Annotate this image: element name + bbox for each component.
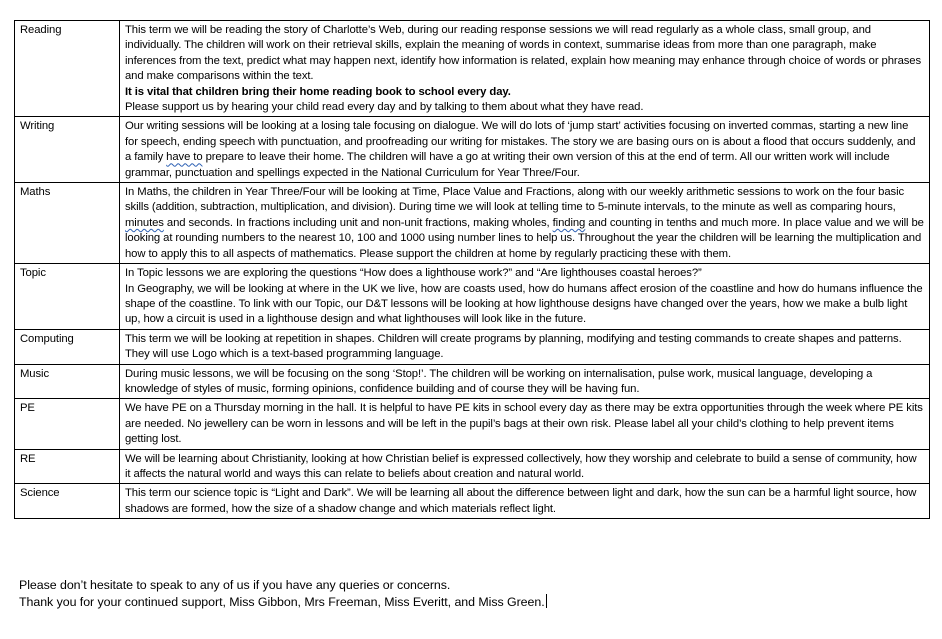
table-row-music: [15, 364, 930, 399]
closing-line-thanks: [19, 594, 547, 611]
table-row-reading: [15, 21, 930, 117]
re-paragraph: We will be learning about Christianity, looking at how Christian belief is expressed collectively, how they worship and celebrate to build a sense of community, how it affects the natural world and ways this can relate to beliefs about creation and natural world.: [125, 452, 917, 480]
content-cell-writing[interactable]: [120, 117, 930, 183]
subject-cell-reading[interactable]: Reading: [15, 21, 120, 117]
reading-paragraph: This term we will be reading the story of Charlotte’s Web, during our reading response sessions we will read regularly as a whole class, small group, and individually. The children will work on their retrieval skills, explain the meaning of words in context, summarise ideas from more than one paragraph, make inferences from the text, predict what may happen next, identify how information is related, explain how meaning may enhance through choice of words or phrases and make comparisons within the text.: [125, 24, 922, 83]
closing-signature-text: Thank you for your continued support, Miss Gibbon, Mrs Freeman, Miss Everitt, and Miss Green.: [19, 594, 545, 609]
maths-text-part-b: and seconds. In fractions including unit and non-unit fractions, making wholes,: [163, 216, 553, 229]
table-row-computing: [15, 329, 930, 364]
maths-text-part-c: and counting in tenths and much more. In place value and we will be looking at rounding numbers to the nearest 10, 100 and 1000 using number lines to help us. Throughout the year the children will be learning the multiplication and how to apply this to all aspects of mathematics. Please support the children at home by regularly practicing these with them.: [125, 216, 924, 260]
subject-cell-maths[interactable]: Maths: [15, 183, 120, 264]
spelling-flag[interactable]: have to: [166, 151, 203, 164]
closing-line-queries: Please don’t hesitate to speak to any of us if you have any queries or concerns.: [19, 578, 451, 592]
reading-bold-notice: It is vital that children bring their home reading book to school every day.: [125, 85, 511, 98]
text-cursor: [546, 594, 547, 608]
science-paragraph: This term our science topic is “Light and Dark”. We will be learning all about the difference between light and dark, how the sun can be a harmful light source, how shadows are formed, how the size of a shadow change and which materials reflect light.: [125, 487, 917, 515]
document-page: [14, 20, 930, 519]
content-cell-pe[interactable]: [120, 399, 930, 449]
subject-cell-pe[interactable]: PE: [15, 399, 120, 449]
table-row-pe: [15, 399, 930, 449]
table-row-maths: [15, 183, 930, 264]
subject-cell-writing[interactable]: Writing: [15, 117, 120, 183]
reading-support-line: Please support us by hearing your child read every day and by talking to them about what they have read.: [125, 101, 644, 114]
subject-cell-music[interactable]: Music: [15, 364, 120, 399]
spelling-flag[interactable]: minutes: [125, 216, 164, 229]
content-cell-music[interactable]: [120, 364, 930, 399]
subject-cell-science[interactable]: Science: [15, 484, 120, 519]
pe-paragraph: We have PE on a Thursday morning in the hall. It is helpful to have PE kits in school every day as there may be extra opportunities through the week where PE kits are needed. No jewellery can be worn in lessons and will be left in the pupil’s bags at their own risk. Please label all your child’s clothing to help prevent items getting lost.: [125, 402, 923, 446]
table-row-topic: [15, 264, 930, 330]
writing-text-part-a: Our writing sessions will be looking at a losing tale focusing on dialogue. We will do lots of ‘jump start’ activities focusing on inverted commas, starting a new line for speech, ending speech with punctuation, and proofreading our writing for mistakes. The story we are basing ours on is about a flood that occurs suddenly, and a family: [125, 120, 916, 164]
spelling-flag[interactable]: finding: [552, 216, 586, 229]
topic-questions: In Topic lessons we are exploring the questions “How does a lighthouse work?” and “Are lighthouses coastal heroes?”: [125, 267, 702, 280]
subject-cell-topic[interactable]: Topic: [15, 264, 120, 330]
music-paragraph: During music lessons, we will be focusing on the song ‘Stop!’. The children will be working on internalisation, pulse work, musical language, developing a knowledge of styles of music, forming opinions, confidence building and of course they will be having fun.: [125, 367, 873, 395]
subject-cell-re[interactable]: RE: [15, 449, 120, 484]
table-row-writing: [15, 117, 930, 183]
subject-cell-computing[interactable]: Computing: [15, 329, 120, 364]
topic-geography-paragraph: In Geography, we will be looking at where in the UK we live, how are coasts used, how do humans affect erosion of the coastline and how do humans influence the shape of the coastline. To link with our Topic, our D&T lessons will be looking at how lighthouse designs have changed over the years, how we make a bulb light up, how a circuit is used in a lighthouse design and what lighthouses will look like in the future.: [125, 282, 923, 326]
table-row-re: [15, 449, 930, 484]
maths-text-part-a: In Maths, the children in Year Three/Four will be looking at Time, Place Value and Fractions, along with our weekly arithmetic sessions to work on the four basic skills (addition, subtraction, multiplication, and division). During time we will look at telling time to 5-minute intervals, to the minute as well as comparing hours,: [125, 186, 905, 214]
writing-text-part-b: prepare to leave their home. The children will have a go at writing their own version of this at the end of term. All our written work will include grammar, punctuation and spellings expected in the National Curriculum for Year Three/Four.: [125, 151, 890, 179]
curriculum-table: [14, 20, 930, 519]
content-cell-maths[interactable]: [120, 183, 930, 264]
content-cell-reading[interactable]: [120, 21, 930, 117]
table-row-science: [15, 484, 930, 519]
content-cell-re[interactable]: [120, 449, 930, 484]
computing-paragraph: This term we will be looking at repetition in shapes. Children will create programs by planning, modifying and testing commands to create shapes and patterns. They will use Logo which is a text-based programming language.: [125, 332, 902, 361]
content-cell-computing[interactable]: [120, 329, 930, 364]
content-cell-science[interactable]: [120, 484, 930, 519]
content-cell-topic[interactable]: [120, 264, 930, 330]
closing-text[interactable]: [19, 577, 547, 610]
